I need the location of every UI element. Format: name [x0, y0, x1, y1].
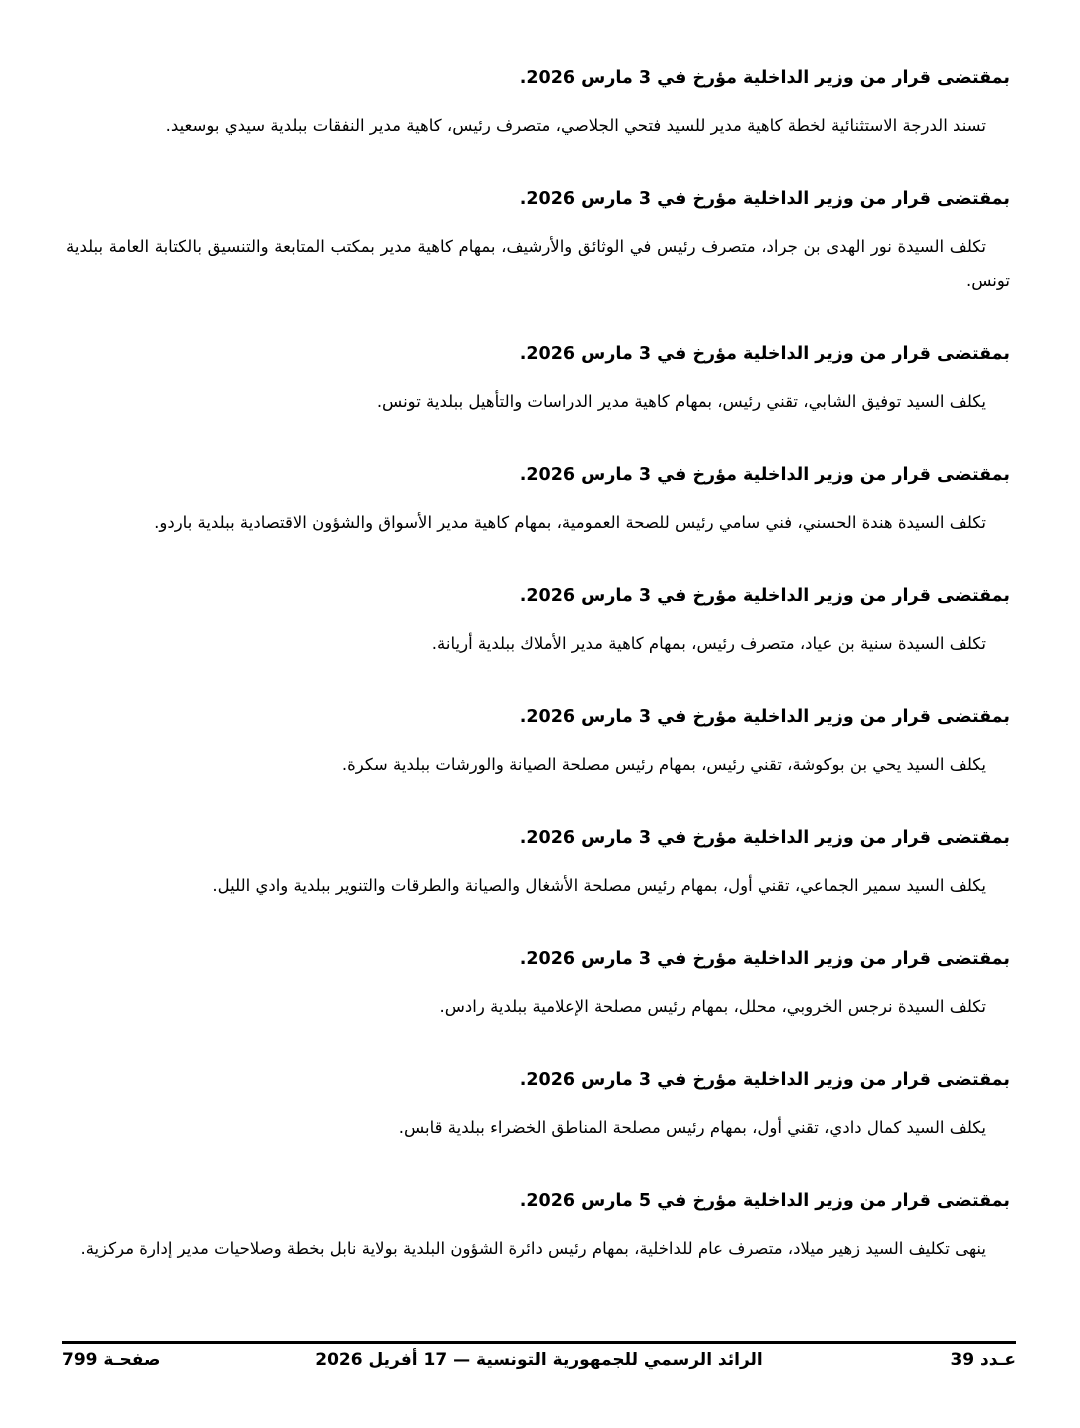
decree-entry [66, 66, 1010, 143]
decree-header: بمقتضى قرار من وزير الداخلية مؤرخ في 5 مارس 2026. [519, 1191, 1010, 1211]
decree-header: بمقتضى قرار من وزير الداخلية مؤرخ في 3 مارس 2026. [519, 707, 1010, 727]
decree-entry [66, 342, 1010, 419]
decree-header: بمقتضى قرار من وزير الداخلية مؤرخ في 3 مارس 2026. [519, 344, 1010, 364]
footer-issue-number: عـدد 39 [950, 1350, 1016, 1370]
decree-body: يكلف السيد يحي بن بوكوشة، تقني رئيس، بمهام رئيس مصلحة الصيانة والورشات ببلدية سكرة. [341, 755, 986, 774]
decree-entry [66, 705, 1010, 782]
decree-header: بمقتضى قرار من وزير الداخلية مؤرخ في 3 مارس 2026. [519, 1070, 1010, 1090]
footer-journal-title: الرائد الرسمي للجمهورية التونسية — 17 أفريل 2026 [315, 1350, 763, 1370]
decree-body: تكلف السيدة هندة الحسني، فني سامي رئيس للصحة العمومية، بمهام كاهية مدير الأسواق والشؤون الاقتصادية ببلدية باردو. [154, 513, 986, 532]
decree-entry [66, 1189, 1010, 1266]
decree-body: تكلف السيدة نور الهدى بن جراد، متصرف رئيس في الوثائق والأرشيف، بمهام كاهية مدير بمكتب المتابعة والتنسيق بالكتابة العامة ببلدية تونس. [66, 237, 1010, 290]
decree-entry [66, 187, 1010, 298]
decree-header: بمقتضى قرار من وزير الداخلية مؤرخ في 3 مارس 2026. [519, 465, 1010, 485]
decree-body: تكلف السيدة نرجس الخروبي، محلل، بمهام رئيس مصلحة الإعلامية ببلدية رادس. [439, 997, 986, 1016]
decree-body: يكلف السيد توفيق الشابي، تقني رئيس، بمهام كاهية مدير الدراسات والتأهيل ببلدية تونس. [376, 392, 986, 411]
decree-header: بمقتضى قرار من وزير الداخلية مؤرخ في 3 مارس 2026. [519, 949, 1010, 969]
decree-header: بمقتضى قرار من وزير الداخلية مؤرخ في 3 مارس 2026. [519, 189, 1010, 209]
page-footer [62, 1341, 1016, 1370]
decree-header: بمقتضى قرار من وزير الداخلية مؤرخ في 3 مارس 2026. [519, 586, 1010, 606]
decree-body: تكلف السيدة سنية بن عياد، متصرف رئيس، بمهام كاهية مدير الأملاك ببلدية أريانة. [431, 634, 986, 653]
decree-body: تسند الدرجة الاستثنائية لخطة كاهية مدير للسيد فتحي الجلاصي، متصرف رئيس، كاهية مدير النفقات ببلدية سيدي بوسعيد. [165, 116, 986, 135]
decree-entry [66, 826, 1010, 903]
decree-entry [66, 463, 1010, 540]
decree-entry [66, 947, 1010, 1024]
decree-header: بمقتضى قرار من وزير الداخلية مؤرخ في 3 مارس 2026. [519, 828, 1010, 848]
decree-body: ينهى تكليف السيد زهير ميلاد، متصرف عام للداخلية، بمهام رئيس دائرة الشؤون البلدية بولاية نابل بخطة وصلاحيات مدير إدارة مركزية. [80, 1239, 986, 1258]
decree-body: يكلف السيد سمير الجماعي، تقني أول، بمهام رئيس مصلحة الأشغال والصيانة والطرقات والتنوير ببلدية وادي الليل. [212, 876, 986, 895]
decree-body: يكلف السيد كمال دادي، تقني أول، بمهام رئيس مصلحة المناطق الخضراء ببلدية قابس. [398, 1118, 986, 1137]
footer-page-number: صفحـة 799 [62, 1350, 161, 1370]
decree-entry [66, 584, 1010, 661]
decree-header: بمقتضى قرار من وزير الداخلية مؤرخ في 3 مارس 2026. [519, 68, 1010, 88]
decree-entry [66, 1068, 1010, 1145]
